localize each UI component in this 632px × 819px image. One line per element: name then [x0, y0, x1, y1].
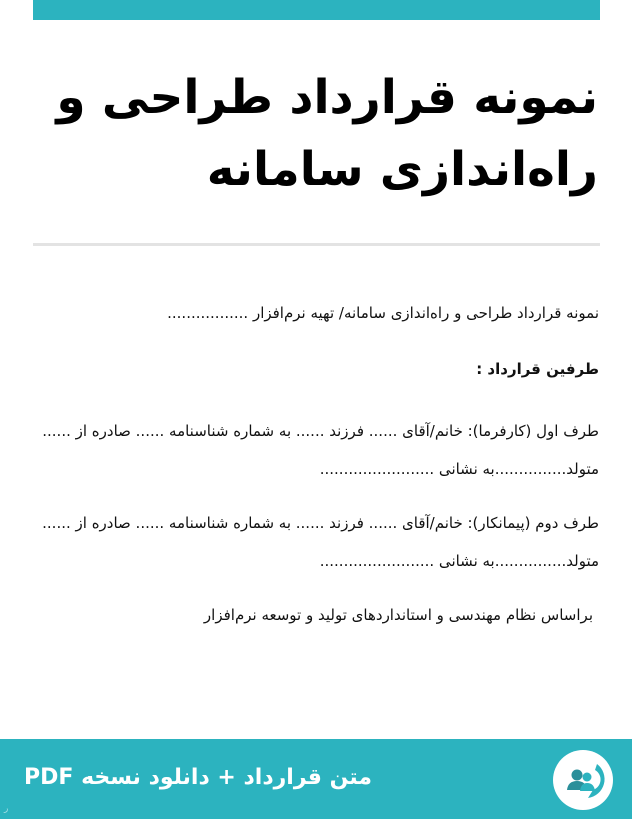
basis-line: براساس نظام مهندسی و استانداردهای تولید و توسعه نرم‌افزار — [203, 606, 593, 624]
download-banner[interactable] — [0, 739, 632, 819]
contract-body — [31, 294, 599, 634]
page-title: نمونه قرارداد طراحی و راه‌اندازی سامانه — [56, 70, 598, 197]
corner-mark: ر — [4, 804, 9, 814]
logo-badge — [553, 750, 613, 810]
party-second-paragraph: طرف دوم (پیمانکار): خانم/آقای ...... فرزند ...... به شماره شناسنامه ...... صادره از ...... متولد...............به نشانی ........................ — [42, 514, 599, 570]
download-pdf-label[interactable]: متن قرارداد + دانلود نسخه PDF — [24, 765, 372, 790]
title-divider — [33, 243, 600, 246]
users-chat-icon — [553, 750, 613, 810]
intro-line: نمونه قرارداد طراحی و راه‌اندازی سامانه/ تهیه نرم‌افزار ................. — [167, 304, 599, 322]
party-first-paragraph: طرف اول (کارفرما): خانم/آقای ...... فرزند ...... به شماره شناسنامه ...... صادره از ...... متولد...............به نشانی ........................ — [42, 422, 599, 478]
parties-heading: طرفین قرارداد : — [476, 360, 599, 378]
top-accent-bar — [33, 0, 600, 20]
